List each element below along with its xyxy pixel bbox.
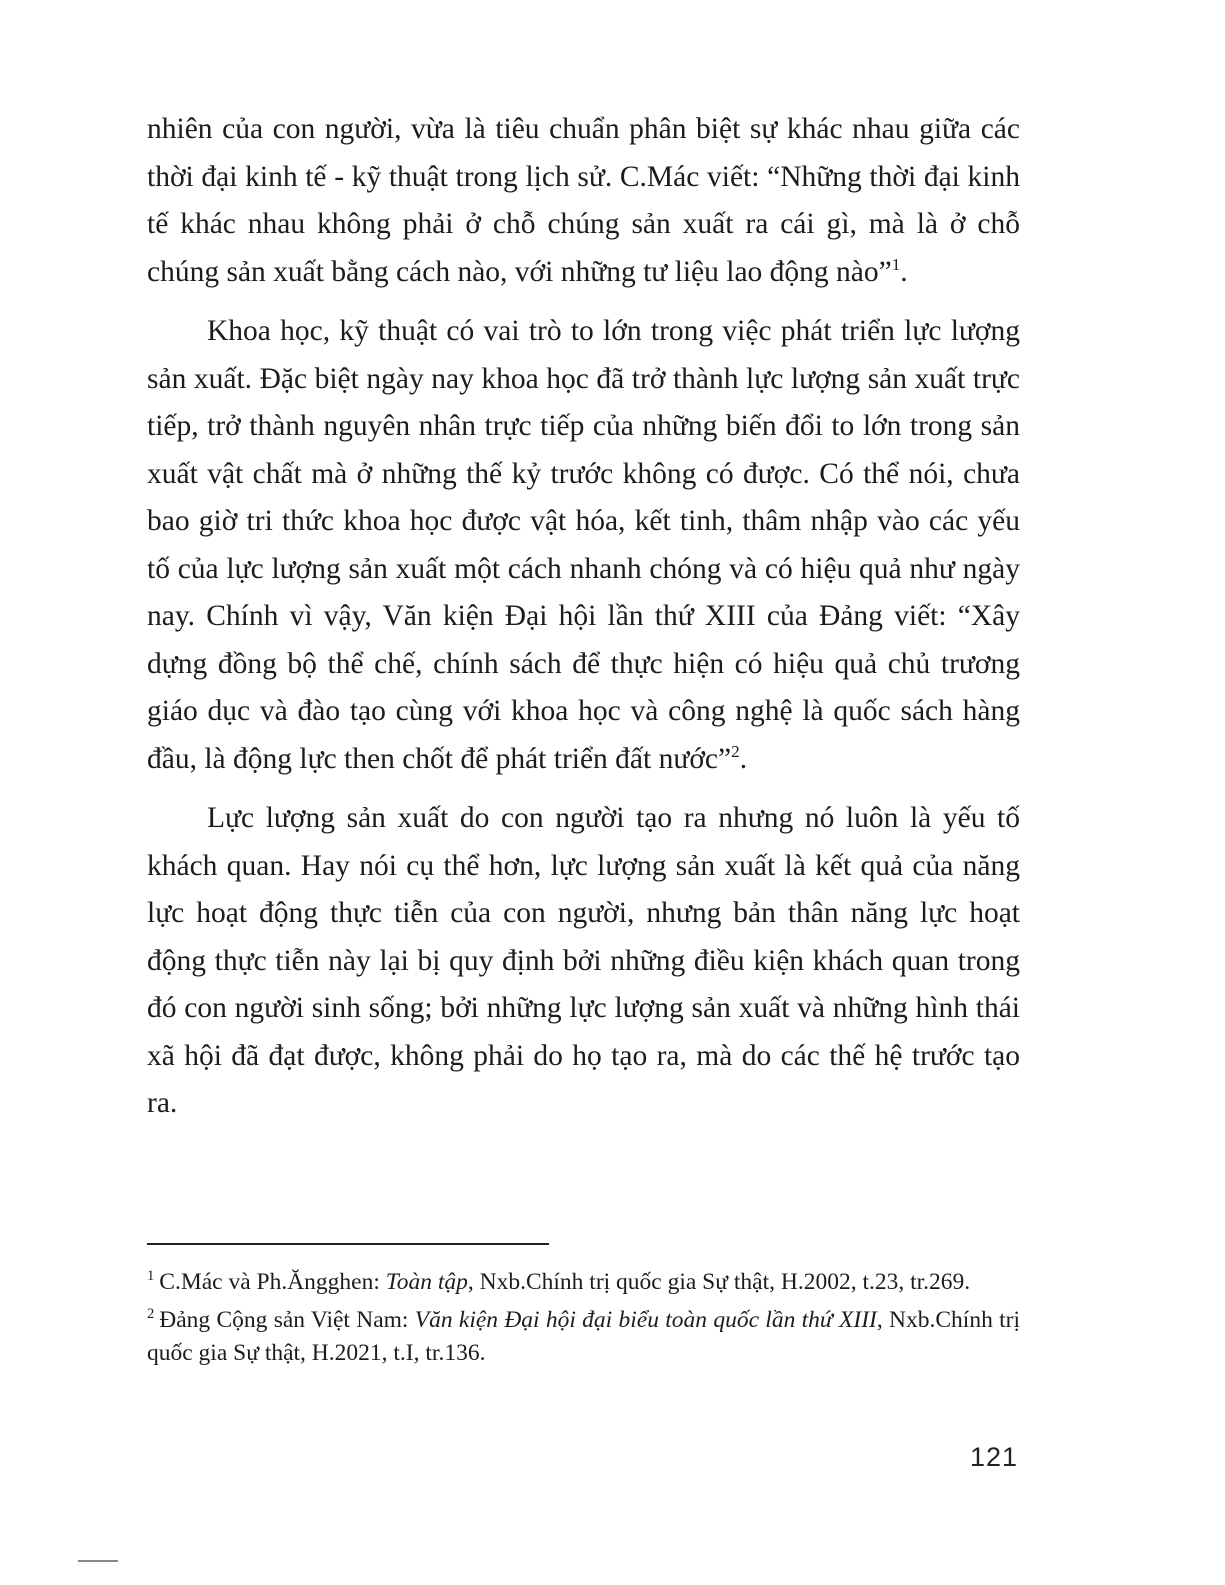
footnote-2-title: Văn kiện Đại hội đại biểu toàn quốc lần thứ XIII	[414, 1307, 877, 1333]
paragraph-1-text: nhiên của con người, vừa là tiêu chuẩn phân biệt sự khác nhau giữa các thời đại kinh tế - kỹ thuật trong lịch sử. C.Mác viết: “Những thời đại kinh tế khác nhau không phải ở chỗ chúng sản xuất ra cái gì, mà là ở chỗ chúng sản xuất bằng cách nào, với những tư liệu lao động nào”	[147, 113, 1020, 288]
footnote-2-number: 2	[147, 1306, 155, 1323]
footnote-divider	[147, 1243, 549, 1245]
scan-edge-mark	[78, 1560, 118, 1562]
paragraph-2-text: Khoa học, kỹ thuật có vai trò to lớn trong việc phát triển lực lượng sản xuất. Đặc biệt ngày nay khoa học đã trở thành lực lượng sản xuất trực tiếp, trở thành nguyên nhân trực tiếp của những biến đổi to lớn trong sản xuất vật chất mà ở những thế kỷ trước không có được. Có thể nói, chưa bao giờ tri thức khoa học được vật hóa, kết tinh, thâm nhập vào các yếu tố của lực lượng sản xuất một cách nhanh chóng và có hiệu quả như ngày nay. Chính vì vậy, Văn kiện Đại hội lần thứ XIII của Đảng viết: “Xây dựng đồng bộ thể chế, chính sách để thực hiện có hiệu quả chủ trương giáo dục và đào tạo cùng với khoa học và công nghệ là quốc sách hàng đầu, là động lực then chốt để phát triển đất nước”	[147, 315, 1020, 775]
paragraph-1	[147, 106, 1020, 296]
footnote-1-number: 1	[147, 1268, 155, 1285]
footnote-2-author: Đảng Cộng sản Việt Nam:	[159, 1307, 415, 1333]
paragraph-3-text: Lực lượng sản xuất do con người tạo ra nhưng nó luôn là yếu tố khách quan. Hay nói cụ thể hơn, lực lượng sản xuất là kết quả của năng lực hoạt động thực tiễn của con người, nhưng bản thân năng lực hoạt động thực tiễn này lại bị quy định bởi những điều kiện khách quan trong đó con người sinh sống; bởi những lực lượng sản xuất và những hình thái xã hội đã đạt được, không phải do họ tạo ra, mà do các thế hệ trước tạo ra.	[147, 802, 1020, 1119]
page-number: 121	[969, 1442, 1018, 1472]
footnote-1-publication: , Nxb.Chính trị quốc gia Sự thật, H.2002, t.23, tr.269.	[467, 1269, 971, 1295]
footnote-1-title: Toàn tập	[385, 1269, 468, 1295]
footnote-1-author: C.Mác và Ph.Ăngghen:	[159, 1269, 386, 1295]
footnote-2-publication: , Nxb.Chính trị quốc gia Sự thật, H.2021, t.I, tr.136.	[147, 1307, 1021, 1366]
paragraph-2	[147, 308, 1020, 783]
footnote-ref-2: 2	[731, 741, 740, 761]
paragraph-1-tail: .	[900, 255, 908, 288]
footnotes	[147, 1266, 1020, 1375]
footnote-2	[147, 1304, 1020, 1370]
paragraph-3	[147, 795, 1020, 1128]
footnote-ref-1: 1	[891, 254, 901, 274]
footnote-1	[147, 1266, 1020, 1299]
paragraph-2-tail: .	[739, 742, 748, 775]
main-text	[147, 106, 1020, 1140]
